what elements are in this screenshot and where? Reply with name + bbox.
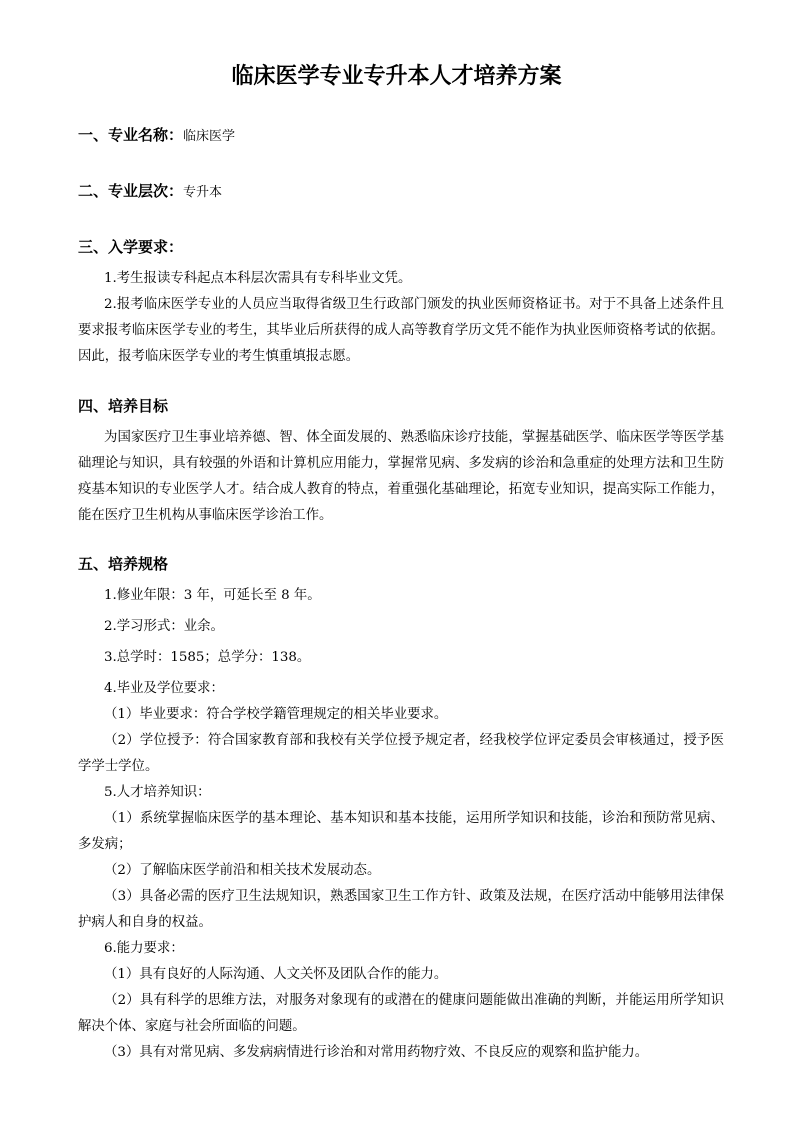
goal-body	[78, 425, 724, 529]
spec-hours: 3.总学时：1585；总学分：138。	[104, 650, 311, 665]
section-level	[78, 180, 724, 204]
admission-item: 1.考生报读专科起点本科层次需具有专科毕业文凭。	[104, 271, 412, 286]
spec-body	[78, 583, 724, 1066]
section-heading-level: 二、专业层次：	[78, 182, 184, 200]
section-heading-spec: 五、培养规格	[78, 555, 169, 573]
section-spec	[78, 553, 724, 576]
ability-item: （3）具有对常见病、多发病病情进行诊治和对常用药物疗效、不良反应的观察和监护能力。	[104, 1045, 649, 1060]
section-goal	[78, 395, 724, 418]
section-heading-goal: 四、培养目标	[78, 397, 169, 415]
document-title: 临床医学专业专升本人才培养方案	[231, 64, 562, 89]
ability-item: （1）具有良好的人际沟通、人文关怀及团队合作的能力。	[104, 967, 448, 982]
section-major-name	[78, 124, 724, 148]
spec-form: 2.学习形式：业余。	[104, 619, 224, 634]
section-admission	[78, 236, 724, 259]
knowledge-item: （2）了解临床医学前沿和相关技术发展动态。	[104, 863, 381, 878]
goal-paragraph: 为国家医疗卫生事业培养德、智、体全面发展的、熟悉临床诊疗技能，掌握基础医学、临床医学等医学基础理论与知识，具有较强的外语和计算机应用能力，掌握常见病、多发病的诊治和急重症的处理方法和卫生防疫基本知识的专业医学人才。结合成人教育的特点，着重强化基础理论，拓宽专业知识，提高实际工作能力，能在医疗卫生机构从事临床医学诊治工作。	[78, 430, 724, 523]
level-value: 专升本	[183, 185, 223, 200]
admission-item: 2.报考临床医学专业的人员应当取得省级卫生行政部门颁发的执业医师资格证书。对于不具备上述条件且要求报考临床医学专业的考生，其毕业后所获得的成人高等教育学历文凭不能作为执业医师资格考试的依据。因此，报考临床医学专业的考生慎重填报志愿。	[78, 297, 724, 364]
admission-body	[78, 266, 724, 370]
spec-duration: 1.修业年限：3 年，可延长至 8 年。	[104, 588, 321, 603]
degree-item: （2）学位授予：符合国家教育部和我校有关学位授予规定者，经我校学位评定委员会审核通过，授予医学学士学位。	[78, 733, 724, 774]
knowledge-item: （1）系统掌握临床医学的基本理论、基本知识和基本技能，运用所学知识和技能，诊治和预防常见病、多发病；	[78, 811, 724, 852]
section-heading-admission: 三、入学要求：	[78, 238, 184, 256]
spec-degree-label: 4.毕业及学位要求：	[104, 681, 224, 696]
knowledge-item: （3）具备必需的医疗卫生法规知识，熟悉国家卫生工作方针、政策及法规，在医疗活动中能够用法律保护病人和自身的权益。	[78, 889, 724, 930]
section-heading-major-name: 一、专业名称：	[78, 126, 184, 144]
spec-knowledge-label: 5.人才培养知识：	[104, 785, 211, 800]
degree-item: （1）毕业要求：符合学校学籍管理规定的相关毕业要求。	[104, 707, 448, 722]
spec-ability-label: 6.能力要求：	[104, 941, 184, 956]
major-name-value: 临床医学	[183, 129, 236, 144]
ability-item: （2）具有科学的思维方法，对服务对象现有的或潜在的健康问题能做出准确的判断，并能运用所学知识解决个体、家庭与社会所面临的问题。	[78, 993, 724, 1034]
